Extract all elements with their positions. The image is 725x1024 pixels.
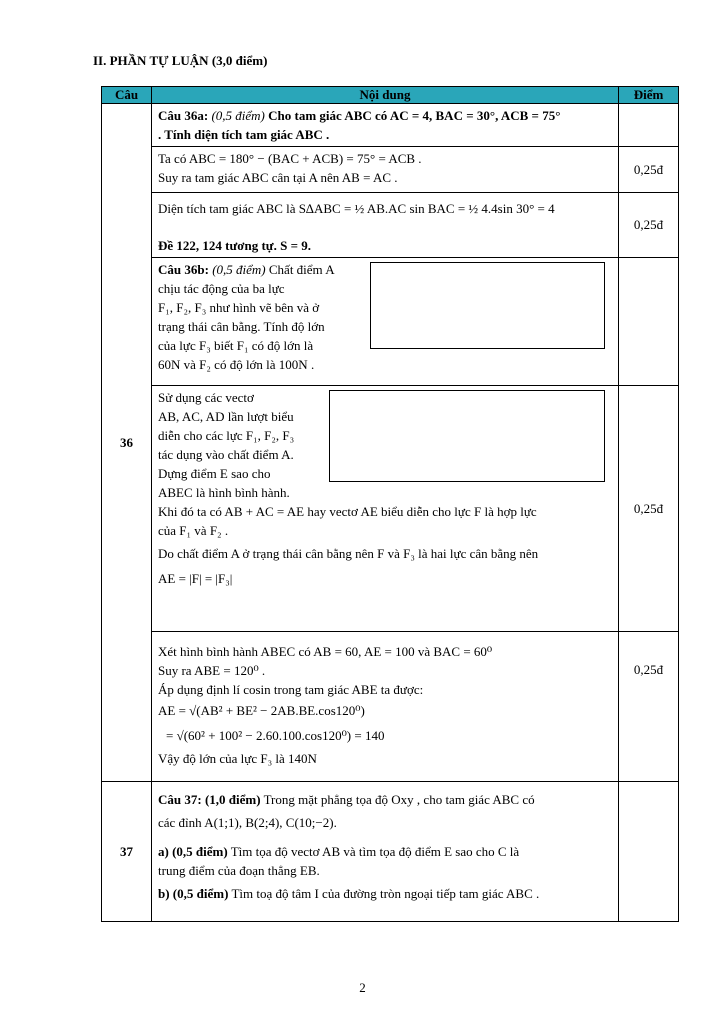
q36b-step-7: Suy ra ABE = 120⁰ . [158,663,266,678]
q36b-step-2: Khi đó ta có AB + AC = AE hay vectơ AE biểu diễn cho lực F là hợp lực [158,504,537,519]
q36b-prompt-line: trạng thái cân bằng. Tính độ lớn [158,319,325,334]
force-figure-placeholder [370,262,605,349]
q36b-score-2: 0,25đ [619,632,679,782]
table-row [102,193,679,258]
q37a-text-2: trung điểm của đoạn thẳng EB. [158,863,320,878]
parallelogram-figure-placeholder [329,390,605,482]
q36a-note: Đề 122, 124 tương tự. S = 9. [158,238,311,253]
q37-prompt-2: các đỉnh A(1;1), B(2;4), C(10;−2). [158,815,337,830]
q36b-cosine-cell [152,632,619,782]
q36a-step-1: Ta có ABC = 180° − (BAC + ACB) = 75° = ACB . [158,151,422,166]
table-row [102,632,679,782]
q36a-score-2: 0,25đ [619,193,679,258]
q36b-step-line: AB, AC, AD lần lượt biểu [158,409,294,424]
q37a-text: Tìm tọa độ vectơ AB và tìm tọa độ điểm E sao cho C là [230,844,520,859]
q36b-step-line: Sử dụng các vectơ [158,390,254,405]
q36b-step-5: AE = |F| = |F₃| [158,571,233,586]
q36b-step-11: Vậy độ lớn của lực F₃ là 140N [158,751,317,766]
q36b-step-8: Áp dụng định lí cosin trong tam giác ABE ta được: [158,682,424,697]
score-empty [619,258,679,386]
header-diem: Điểm [619,87,679,104]
q36b-prompt-cell [152,258,619,386]
q37b-text: Tìm toạ độ tâm I của đường tròn ngoại tiếp tam giác ABC . [231,886,540,901]
q36b-step-9: AE = √(AB² + BE² − 2AB.BE.cos120⁰) [158,703,365,718]
q36a-prompt: Cho tam giác ABC có AC = 4, BAC = 30°, ACB = 75° [268,108,561,123]
q37b-label: b) (0,5 điểm) [158,886,229,901]
q36b-prompt-line: của lực F₃ biết F₁ có độ lớn là [158,338,314,353]
q36b-prompt-line: F₁, F₂, F₃ như hình vẽ bên và ở [158,300,320,315]
table-header-row [102,87,679,104]
table-row [102,147,679,193]
q36b-points: (0,5 điểm) [212,262,266,277]
table-row [102,782,679,922]
q36b-step-6: Xét hình bình hành ABEC có AB = 60, AE = 100 và BAC = 60⁰ [158,644,493,659]
q36b-score-1: 0,25đ [619,386,679,632]
q36b-prompt-line: Chất điểm A [268,262,335,277]
q36a-title: Câu 36a: [158,108,209,123]
q36b-prompt-line: 60N và F₂ có độ lớn là 100N . [158,357,315,372]
header-cau: Câu [102,87,152,104]
page-number: 2 [359,980,366,995]
answer-table [101,86,679,922]
q36a-step-3: Diện tích tam giác ABC là S∆ABC = ½ AB.AC sin BAC = ½ 4.4sin 30° = 4 [158,201,555,216]
table-row [102,258,679,386]
table-row [102,386,679,632]
q37-points: (1,0 điểm) [204,792,261,807]
q36b-step-line: tác dụng vào chất điểm A. [158,447,294,462]
q37a-label: a) (0,5 điểm) [158,844,228,859]
header-noi-dung: Nội dung [152,87,619,104]
q36b-step-3: của F₁ và F₂ . [158,523,229,538]
q36a-points: (0,5 điểm) [211,108,265,123]
q36a-area-cell [152,193,619,258]
q36a-prompt-cell [152,104,619,147]
q36a-step-2: Suy ra tam giác ABC cân tại A nên AB = AC . [158,170,398,185]
question-number-36: 36 [102,104,152,782]
q36a-score-1: 0,25đ [619,147,679,193]
section-title: II. PHẦN TỰ LUẬN (3,0 điểm) [93,53,268,68]
q36b-step-10: = √(60² + 100² − 2.60.100.cos120⁰) = 140 [166,728,385,743]
q37-cell [152,782,619,922]
q37-title: Câu 37: [158,792,202,807]
q36b-step-line: ABEC là hình bình hành. [158,485,290,500]
question-number-37: 37 [102,782,152,922]
q36a-steps-cell [152,147,619,193]
q36a-prompt-2: . Tính diện tích tam giác ABC . [158,127,330,142]
q36b-prompt-line: chịu tác động của ba lực [158,281,285,296]
q36b-step-line: Dựng điểm E sao cho [158,466,271,481]
score-empty [619,782,679,922]
score-empty [619,104,679,147]
table-row [102,104,679,147]
q36b-solution-cell [152,386,619,632]
q36b-title: Câu 36b: [158,262,209,277]
q36b-step-line: diễn cho các lực F₁, F₂, F₃ [158,428,295,443]
q37-prompt: Trong mặt phẳng tọa độ Oxy , cho tam giác ABC có [263,792,535,807]
q36b-step-4: Do chất điểm A ở trạng thái cân bằng nên F và F₃ là hai lực cân bằng nên [158,546,539,561]
